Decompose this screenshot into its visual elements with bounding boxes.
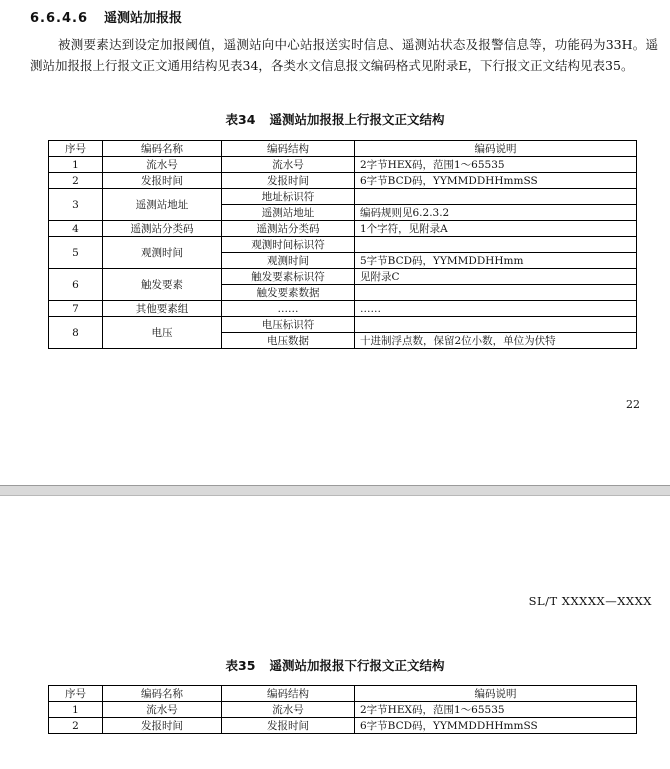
- table-row: [49, 221, 637, 237]
- header-name: 编码名称: [103, 141, 222, 157]
- row-code-name: 触发要素: [103, 269, 222, 301]
- table34-caption-number: 表34: [225, 112, 256, 127]
- table35-caption: [0, 656, 670, 674]
- row-number: 2: [49, 173, 103, 189]
- table35: [48, 685, 637, 734]
- table35-caption-number: 表35: [225, 658, 256, 673]
- row-code-description: 见附录C: [355, 269, 637, 285]
- table34-caption-title: 遥测站加报报上行报文正文结构: [269, 112, 445, 127]
- row-code-description: [355, 189, 637, 205]
- row-number: 6: [49, 269, 103, 301]
- body-paragraph: 被测要素达到设定加报阈值，遥测站向中心站报送实时信息、遥测站状态及报警信息等，功能码为33H。遥测站加报报上行报文正文通用结构见表34，各类水文信息报文编码格式见附录E，下行报文正文结构见表35。: [30, 37, 658, 73]
- table-row: [49, 173, 637, 189]
- row-code-description: 6字节BCD码，YYMMDDHHmmSS: [355, 173, 637, 189]
- row-code-structure: 观测时间标识符: [222, 237, 355, 253]
- row-code-description: 1个字符，见附录A: [355, 221, 637, 237]
- row-code-structure: 观测时间: [222, 253, 355, 269]
- row-code-structure: 电压标识符: [222, 317, 355, 333]
- row-code-name: 观测时间: [103, 237, 222, 269]
- row-code-name: 流水号: [103, 702, 222, 718]
- row-code-description: 6字节BCD码，YYMMDDHHmmSS: [355, 718, 637, 734]
- header-struct: 编码结构: [222, 686, 355, 702]
- row-code-structure: 流水号: [222, 157, 355, 173]
- row-code-description: ……: [355, 301, 637, 317]
- row-code-description: 编码规则见6.2.3.2: [355, 205, 637, 221]
- row-code-description: [355, 285, 637, 301]
- row-number: 1: [49, 157, 103, 173]
- header-desc: 编码说明: [355, 141, 637, 157]
- row-number: 2: [49, 718, 103, 734]
- table-row: [49, 301, 637, 317]
- page-number: 22: [626, 398, 640, 411]
- row-code-description: 2字节HEX码，范围1～65535: [355, 157, 637, 173]
- row-code-name: 发报时间: [103, 173, 222, 189]
- row-code-name: 遥测站地址: [103, 189, 222, 221]
- table-header-row: [49, 141, 637, 157]
- row-number: 8: [49, 317, 103, 349]
- row-code-structure: 触发要素数据: [222, 285, 355, 301]
- row-code-structure: 电压数据: [222, 333, 355, 349]
- table-row: [49, 702, 637, 718]
- row-number: 4: [49, 221, 103, 237]
- row-code-name: 发报时间: [103, 718, 222, 734]
- row-number: 5: [49, 237, 103, 269]
- row-code-structure: 触发要素标识符: [222, 269, 355, 285]
- table34-caption: [0, 110, 670, 128]
- header-struct: 编码结构: [222, 141, 355, 157]
- row-code-structure: 遥测站分类码: [222, 221, 355, 237]
- header-desc: 编码说明: [355, 686, 637, 702]
- row-code-description: [355, 237, 637, 253]
- section-number: 6.6.4.6: [30, 11, 88, 26]
- row-number: 3: [49, 189, 103, 221]
- row-code-name: 其他要素组: [103, 301, 222, 317]
- table35-caption-title: 遥测站加报报下行报文正文结构: [269, 658, 445, 673]
- row-code-structure: 发报时间: [222, 718, 355, 734]
- table-row: [49, 189, 637, 205]
- row-code-structure: ……: [222, 301, 355, 317]
- table-row: [49, 157, 637, 173]
- header-no: 序号: [49, 141, 103, 157]
- row-code-structure: 发报时间: [222, 173, 355, 189]
- table-header-row: [49, 686, 637, 702]
- row-code-name: 遥测站分类码: [103, 221, 222, 237]
- row-code-structure: 地址标识符: [222, 189, 355, 205]
- section-heading: [30, 7, 182, 26]
- row-code-description: 十进制浮点数，保留2位小数，单位为伏特: [355, 333, 637, 349]
- row-number: 1: [49, 702, 103, 718]
- row-code-name: 电压: [103, 317, 222, 349]
- row-code-name: 流水号: [103, 157, 222, 173]
- row-code-description: 5字节BCD码，YYMMDDHHmm: [355, 253, 637, 269]
- table-row: [49, 237, 637, 253]
- section-title: 遥测站加报报: [104, 11, 183, 26]
- row-code-description: 2字节HEX码，范围1～65535: [355, 702, 637, 718]
- row-number: 7: [49, 301, 103, 317]
- row-code-description: [355, 317, 637, 333]
- row-code-structure: 遥测站地址: [222, 205, 355, 221]
- table-row: [49, 718, 637, 734]
- table-row: [49, 269, 637, 285]
- table34: [48, 140, 637, 349]
- header-no: 序号: [49, 686, 103, 702]
- page-separator: [0, 485, 670, 496]
- document-code: SL/T XXXXX—XXXX: [528, 594, 652, 608]
- row-code-structure: 流水号: [222, 702, 355, 718]
- table-row: [49, 317, 637, 333]
- header-name: 编码名称: [103, 686, 222, 702]
